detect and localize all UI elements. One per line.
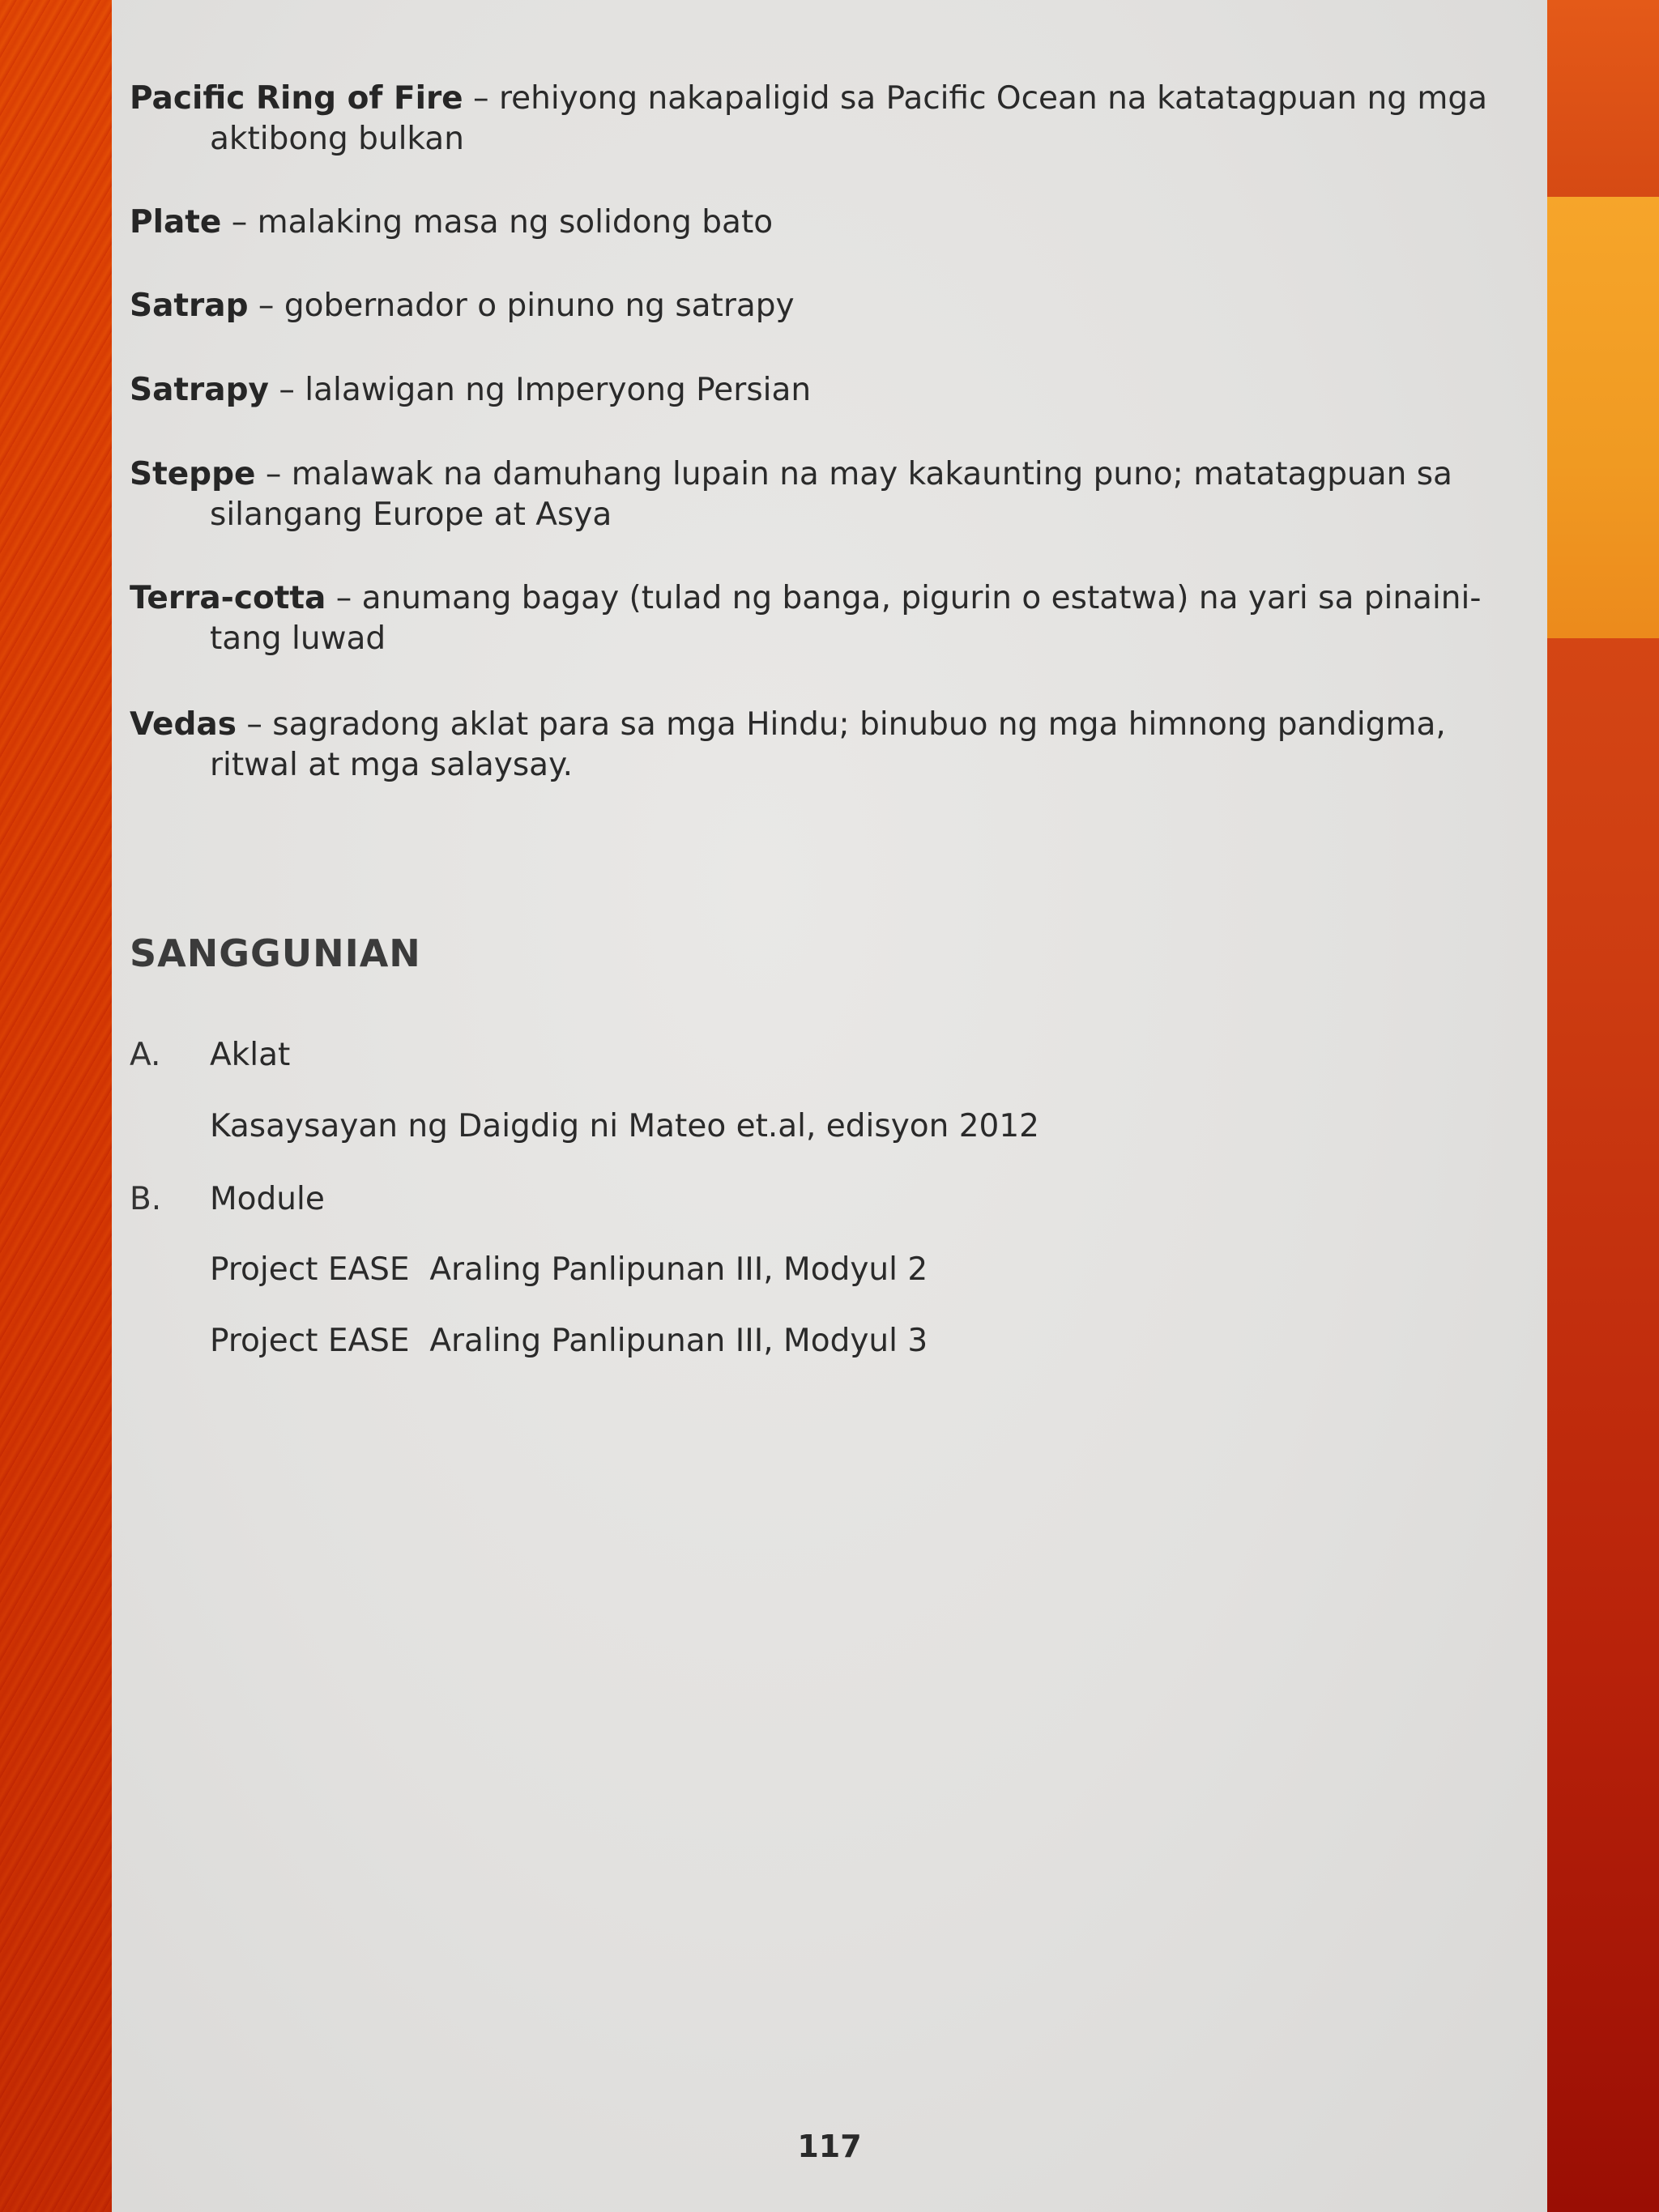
glossary-separator: – xyxy=(221,204,258,241)
glossary-definition: anumang bagay (tulad ng banga, pigurin o estatwa) na yari sa pinaini- xyxy=(361,580,1482,616)
glossary-separator: – xyxy=(236,706,273,743)
references-heading: SANGGUNIAN xyxy=(130,931,421,975)
glossary-entry-plate xyxy=(130,202,1507,243)
glossary-separator: – xyxy=(326,580,362,616)
glossary-term: Steppe xyxy=(130,456,256,492)
reference-section-title-book: Aklat xyxy=(210,1037,291,1073)
glossary-separator: – xyxy=(268,372,305,408)
glossary-term: Terra-cotta xyxy=(130,580,326,616)
glossary-definition: lalawigan ng Imperyong Persian xyxy=(305,372,812,408)
glossary-definition: rehiyong nakapaligid sa Pacific Ocean na katatagpuan ng mga xyxy=(498,80,1488,117)
glossary-term: Pacific Ring of Fire xyxy=(130,80,463,117)
glossary-term: Satrap xyxy=(130,288,249,324)
glossary-separator: – xyxy=(255,456,292,492)
glossary-term: Vedas xyxy=(130,706,237,743)
glossary-entry-satrapy xyxy=(130,370,1507,411)
glossary-definition: malaking masa ng solidong bato xyxy=(257,204,774,241)
glossary-definition-continued: aktibong bulkan xyxy=(210,121,464,157)
glossary-definition-continued: silangang Europe at Asya xyxy=(210,497,612,533)
glossary-separator: – xyxy=(463,80,499,117)
reference-section-label-a: A. xyxy=(130,1037,161,1073)
glossary-term: Satrapy xyxy=(130,372,269,408)
glossary-entry-vedas xyxy=(130,705,1507,786)
glossary-definition: malawak na damuhang lupain na may kakaunting puno; matatagpuan sa xyxy=(291,456,1452,492)
page-number: 117 xyxy=(797,2129,862,2164)
reference-section-title-module: Module xyxy=(210,1181,325,1217)
right-decorative-strip xyxy=(1547,0,1659,197)
reference-item-module-2: Project EASE Araling Panlipunan III, Modyul 2 xyxy=(210,1251,928,1288)
glossary-entry-satrap xyxy=(130,286,1507,326)
glossary-definition: gobernador o pinuno ng satrapy xyxy=(284,288,795,324)
glossary-entry-steppe xyxy=(130,454,1507,535)
right-decorative-accent xyxy=(1547,197,1659,638)
reference-item-book: Kasaysayan ng Daigdig ni Mateo et.al, edisyon 2012 xyxy=(210,1108,1039,1144)
glossary-entry-pacific-ring-of-fire xyxy=(130,79,1507,160)
book-page xyxy=(112,0,1547,2212)
glossary-definition-continued: tang luwad xyxy=(210,620,386,657)
glossary-definition-continued: ritwal at mga salaysay. xyxy=(210,747,573,783)
glossary-entry-terra-cotta xyxy=(130,578,1507,659)
glossary-separator: – xyxy=(248,288,284,324)
reference-item-module-3: Project EASE Araling Panlipunan III, Modyul 3 xyxy=(210,1323,928,1359)
glossary-definition: sagradong aklat para sa mga Hindu; binubuo ng mga himnong pandigma, xyxy=(272,706,1446,743)
glossary-term: Plate xyxy=(130,204,222,241)
reference-section-label-b: B. xyxy=(130,1181,162,1217)
left-decorative-band xyxy=(0,0,112,2212)
